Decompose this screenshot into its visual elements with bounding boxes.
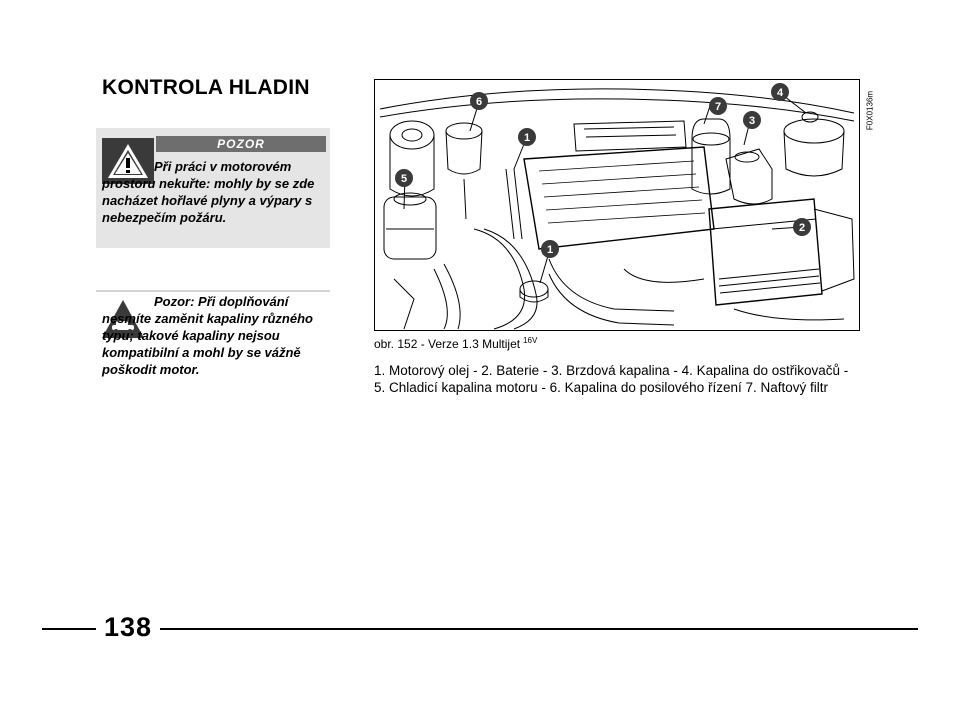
callout-3 bbox=[743, 111, 761, 129]
svg-text:3: 3 bbox=[748, 115, 756, 127]
divider bbox=[96, 290, 330, 292]
warning-box bbox=[96, 128, 330, 248]
figure-code bbox=[862, 80, 875, 140]
page-number: 138 bbox=[103, 612, 153, 642]
page-title: KONTROLA HLADIN bbox=[102, 76, 310, 99]
svg-text:7: 7 bbox=[714, 101, 722, 113]
svg-text:1: 1 bbox=[523, 132, 531, 144]
callout-1-top bbox=[518, 128, 536, 146]
warning-badge: POZOR bbox=[156, 136, 326, 152]
engine-bay-illustration bbox=[374, 79, 860, 331]
figure-caption-text: obr. 152 - Verze 1.3 Multijet bbox=[374, 337, 521, 351]
footer-rule-left bbox=[42, 628, 96, 630]
svg-text:2: 2 bbox=[798, 222, 806, 234]
figure-legend: 1. Motorový olej - 2. Baterie - 3. Brzdová kapalina - 4. Kapalina do ostřikovačů - 5. Chladicí kapalina motoru - 6. Kapalina do posilového řízení 7. Naftový filtr bbox=[374, 363, 849, 395]
callout-5 bbox=[395, 169, 413, 187]
warning-text: Při práci v motorovém prostoru nekuřte: mohly by se zde nacházet hořlavé plyny a výpary s nebezpečím požáru. bbox=[102, 159, 315, 225]
callout-7 bbox=[709, 97, 727, 115]
svg-text:5: 5 bbox=[400, 173, 408, 185]
callout-1-bottom bbox=[541, 240, 559, 258]
callout-6 bbox=[470, 92, 488, 110]
svg-text:6: 6 bbox=[475, 96, 483, 108]
figure-caption-sub: 16V bbox=[523, 336, 538, 345]
figure-code-text: F0X0136m bbox=[865, 90, 875, 131]
svg-text:1: 1 bbox=[546, 244, 554, 256]
callout-4 bbox=[771, 83, 789, 101]
figure-caption bbox=[374, 336, 537, 351]
footer-rule-right bbox=[160, 628, 918, 630]
callout-2 bbox=[793, 218, 811, 236]
caution-text: Pozor: Při doplňování nesmíte zaměnit kapaliny různého typu; takové kapaliny nejsou kompatibilní a mohl by se vážně poškodit motor. bbox=[102, 294, 313, 377]
svg-text:4: 4 bbox=[776, 87, 784, 99]
